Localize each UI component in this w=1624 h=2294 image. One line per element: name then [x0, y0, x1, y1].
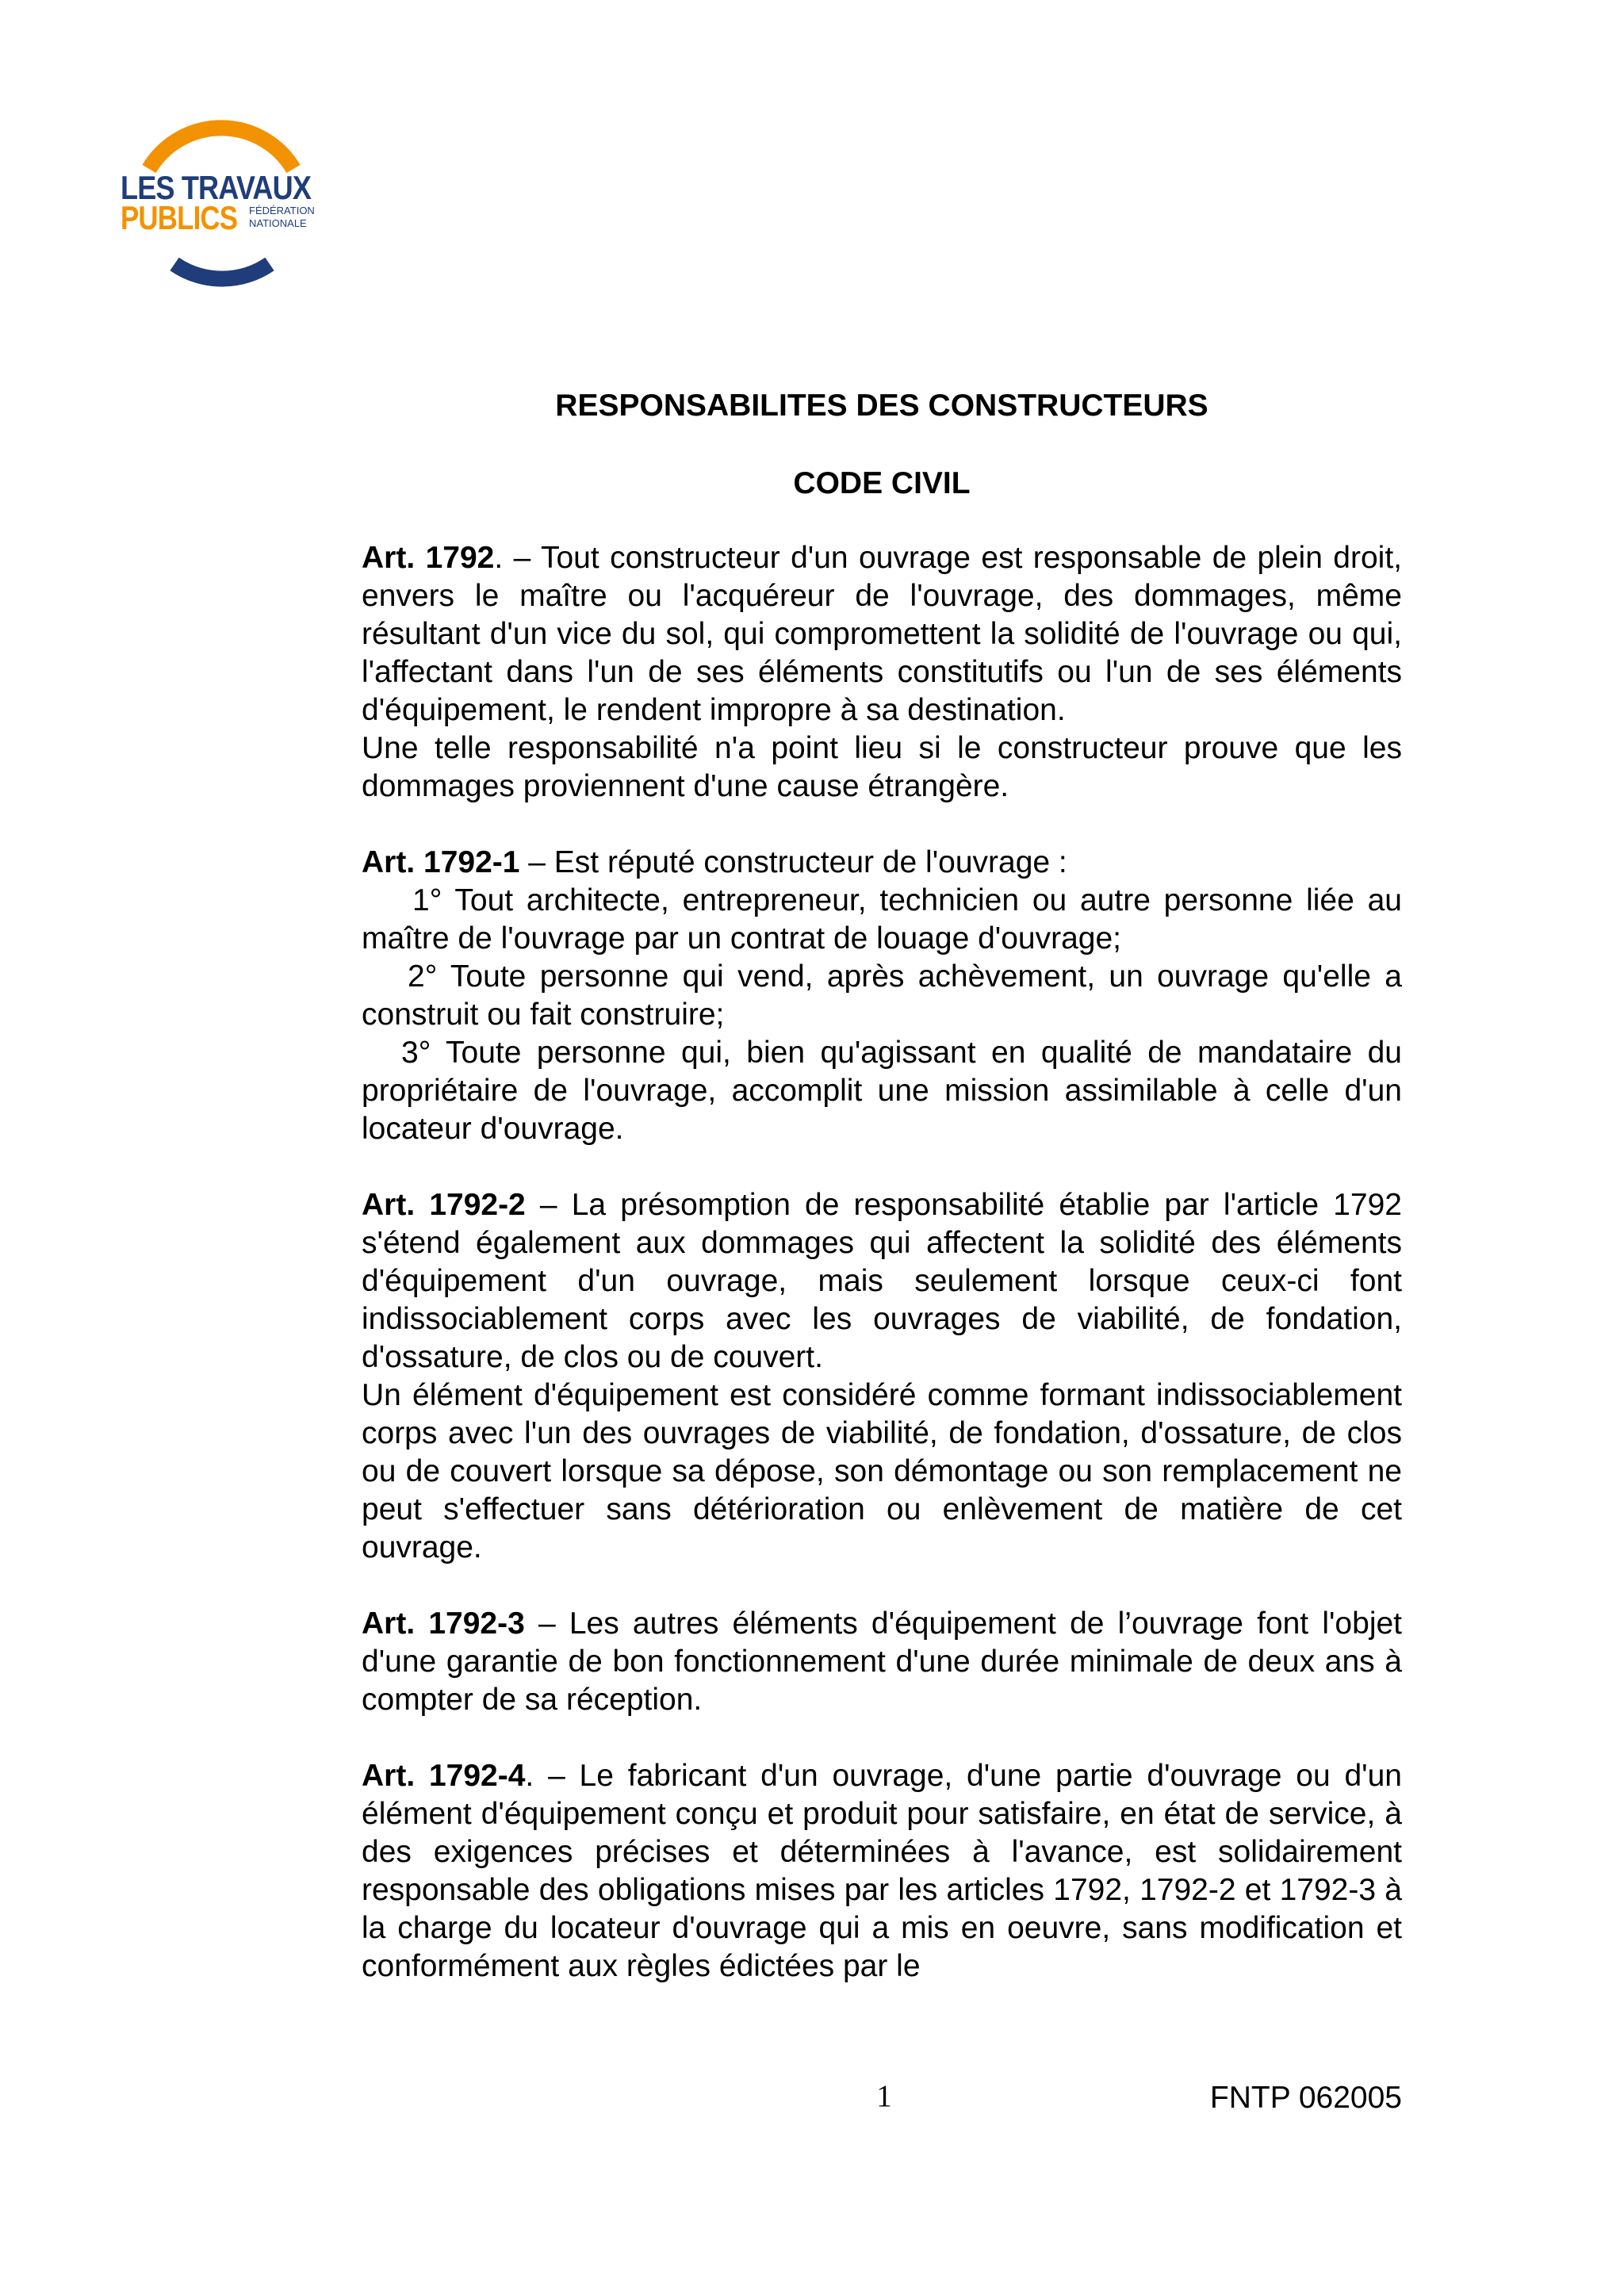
article-list-item: 3° Toute personne qui, bien qu'agissant en qualité de mandataire du propriétaire de l'ouvrage, accomplit une mission assimilable à celle d'un locateur d'ouvrage. [362, 1036, 1402, 1146]
article-1792-2 [362, 1186, 1402, 1567]
article-paragraph: Une telle responsabilité n'a point lieu si le constructeur prouve que les dommages proviennent d'une cause étrangère. [362, 731, 1402, 803]
article-label: Art. 1792-2 [362, 1188, 526, 1222]
fntp-logo [117, 115, 325, 289]
article-text: . – Le fabricant d'un ouvrage, d'une partie d'ouvrage ou d'un élément d'équipement conçu et produit pour satisfaire, en état de service, à des exigences précises et déterminées à l'avance, est solidairement responsable des obligations mises par les articles 1792, 1792-2 et 1792-3 à la charge du locateur d'ouvrage qui a mis en oeuvre, sans modification et conformément aux règles édictées par le [362, 1759, 1402, 1983]
article-paragraph [362, 1186, 1402, 1377]
article-paragraph [362, 844, 1402, 882]
article-label: Art. 1792-1 [362, 845, 520, 879]
logo-text-federation: FÉDÉRATION [249, 205, 315, 216]
article-list-item: 1° Tout architecte, entrepreneur, technicien ou autre personne liée au maître de l'ouvrage par un contrat de louage d'ouvrage; [362, 883, 1402, 956]
article-1792-4 [362, 1757, 1402, 1986]
page-number: 1 [876, 2079, 892, 2113]
article-paragraph [362, 539, 1402, 730]
article-text: – La présomption de responsabilité établie par l'article 1792 s'étend également aux dommages qui affectent la solidité des éléments d'équipement d'un ouvrage, mais seulement lorsque ceux-ci font indissociablement corps avec les ouvrages de viabilité, de fondation, d'ossature, de clos ou de couvert. [362, 1188, 1402, 1374]
logo-text-les-travaux: LES TRAVAUX [121, 169, 312, 206]
document-reference: FNTP 062005 [1209, 2081, 1402, 2115]
article-text: . – Tout constructeur d'un ouvrage est responsable de plein droit, envers le maître ou l'acquéreur de l'ouvrage, des dommages, même résultant d'un vice du sol, qui compromettent la solidité de l'ouvrage ou qui, l'affectant dans l'un de ses éléments constitutifs ou l'un de ses éléments d'équipement, le rendent impropre à sa destination. [362, 541, 1402, 727]
article-paragraph [362, 1757, 1402, 1986]
document-subtitle: CODE CIVIL [793, 466, 971, 500]
article-list-item: 2° Toute personne qui vend, après achèvement, un ouvrage qu'elle a construit ou fait construire; [362, 959, 1402, 1032]
article-1792-3 [362, 1605, 1402, 1719]
article-text: – Est réputé constructeur de l'ouvrage : [519, 845, 1067, 879]
article-1792-1 [362, 844, 1402, 1148]
document-body [362, 539, 1402, 2024]
logo-text-nationale: NATIONALE [249, 217, 307, 229]
logo-text-publics: PUBLICS [121, 199, 238, 236]
article-label: Art. 1792-4 [362, 1759, 526, 1793]
article-label: Art. 1792 [362, 541, 495, 575]
article-label: Art. 1792-3 [362, 1607, 525, 1641]
article-1792 [362, 539, 1402, 806]
document-title: RESPONSABILITES DES CONSTRUCTEURS [555, 389, 1208, 423]
article-paragraph [362, 1605, 1402, 1719]
article-paragraph: Un élément d'équipement est considéré comme formant indissociablement corps avec l'un des ouvrages de viabilité, de fondation, d'ossature, de clos ou de couvert lorsque sa dépose, son démontage ou son remplacement ne peut s'effectuer sans détérioration ou enlèvement de matière de cet ouvrage. [362, 1378, 1402, 1564]
article-text: – Les autres éléments d'équipement de l’ouvrage font l'objet d'une garantie de bon fonctionnement d'une durée minimale de deux ans à compter de sa réception. [362, 1607, 1403, 1717]
